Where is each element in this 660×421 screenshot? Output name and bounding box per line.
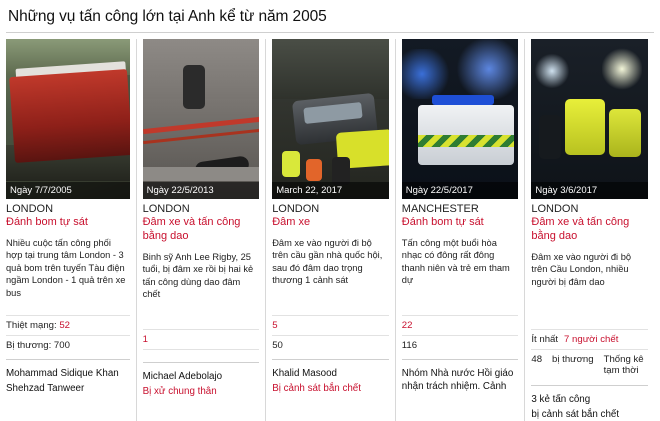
deaths-stat — [531, 329, 648, 345]
perpetrator-note: Bị xử chung thân — [142, 385, 217, 397]
attack-description: Tấn công một buổi hòa nhạc có đông rất đông thanh niên và trẻ em tham dự — [401, 237, 510, 286]
photo-westminster-2017 — [272, 39, 389, 199]
provisional-note — [604, 354, 644, 377]
deaths-value: 22 — [401, 319, 413, 331]
injured-value: 116 — [401, 339, 418, 351]
light-glow-shape — [602, 47, 642, 91]
photo-london-bridge-2017 — [531, 39, 648, 199]
bridge-shape — [272, 39, 389, 99]
perpetrator-block — [6, 359, 130, 395]
perpetrator-note: Shehzad Tanweer — [6, 382, 85, 394]
page-title: Những vụ tấn công lớn tại Anh kể từ năm 2005 — [8, 8, 327, 25]
attack-column-3 — [265, 39, 395, 421]
attack-description: Nhiều cuộc tấn công phối hợp tại trung tâm London - 3 quả bom trên tuyến Tàu điện ngầm London - 1 quả trên xe bus — [6, 237, 126, 298]
city-label: MANCHESTER — [401, 203, 479, 215]
deaths-value: 1 — [142, 333, 148, 345]
deaths-stat — [402, 315, 519, 331]
photo-date-caption: March 22, 2017 — [272, 182, 389, 199]
city-label: LONDON — [6, 203, 54, 215]
photo-date-caption: Ngày 22/5/2013 — [143, 182, 260, 199]
attack-description: Đâm xe vào người đi bộ trên Cầu London, nhiều người bị đâm dao — [531, 251, 632, 287]
attack-type-label: Đâm xe và tấn công bằng dao — [142, 216, 241, 242]
injured-stat — [143, 349, 260, 354]
photo-london-2013 — [143, 39, 260, 199]
perpetrator-block — [272, 359, 389, 395]
responder-hiviz-shape — [565, 99, 605, 155]
responder-hiviz-shape-2 — [306, 159, 322, 181]
city-label: LONDON — [272, 203, 320, 215]
city-label: LONDON — [142, 203, 190, 215]
photo-date-caption: Ngày 3/6/2017 — [531, 182, 648, 199]
deaths-value: 52 — [59, 319, 71, 331]
responder-hiviz-shape — [282, 151, 300, 177]
light-glow-shape — [402, 49, 452, 99]
injured-label: bị thương — [552, 353, 594, 365]
injured-value: 700 — [53, 339, 70, 351]
perpetrator-note — [402, 393, 519, 395]
deaths-value: 7 người chết — [564, 333, 619, 345]
attack-column-5 — [524, 39, 654, 421]
injured-label: Bị thương: — [6, 339, 52, 351]
attack-type-label: Đánh bom tự sát — [6, 216, 88, 228]
perpetrator-name: Mohammad Sidique Khan — [6, 367, 119, 379]
attack-description: Đâm xe vào người đi bộ trên cầu gần nhà quốc hội, sau đó đâm dao trọng thương 1 cảnh sát — [272, 237, 383, 286]
perpetrator-name: Khalid Masood — [272, 367, 337, 379]
photo-manchester-2017 — [402, 39, 519, 199]
perpetrator-name: Michael Adebolajo — [142, 370, 223, 382]
perpetrator-note: Bị cảnh sát bắn chết — [272, 382, 361, 394]
attack-type-label: Đánh bom tự sát — [401, 216, 484, 228]
provisional-note-line2: tạm thời — [603, 365, 639, 376]
injured-stat — [272, 335, 389, 351]
ambulance-stripe-shape — [418, 135, 514, 147]
attack-type-label: Đâm xe và tấn công bằng dao — [531, 216, 630, 242]
figure-shape — [332, 157, 350, 185]
injured-stat — [531, 349, 648, 377]
bus-body-shape — [9, 69, 129, 163]
attack-type-label: Đâm xe — [272, 216, 311, 228]
perpetrator-note: bị cảnh sát bắn chết — [531, 408, 620, 420]
deaths-stat — [272, 315, 389, 331]
attack-column-4 — [395, 39, 525, 421]
light-glow-shape-2 — [535, 53, 569, 89]
perpetrator-block — [531, 385, 648, 421]
responder-hiviz-shape-2 — [609, 109, 641, 157]
perpetrator-block — [402, 359, 519, 395]
kerb-shape — [143, 167, 260, 181]
attack-column-2 — [136, 39, 266, 421]
perpetrator-name: Nhóm Nhà nước Hồi giáo nhận trách nhiệm. Cảnh — [401, 367, 514, 392]
attack-columns — [6, 39, 654, 421]
title-divider — [6, 32, 654, 33]
injured-value: 48 — [531, 353, 543, 365]
photo-london-2005 — [6, 39, 130, 199]
injured-value: 50 — [272, 339, 283, 351]
photo-date-caption: Ngày 22/5/2017 — [402, 182, 519, 199]
figure-shape — [539, 115, 561, 159]
photo-date-caption: Ngày 7/7/2005 — [6, 182, 130, 199]
city-label: LONDON — [531, 203, 579, 215]
provisional-note-line1: Thống kê — [603, 353, 644, 365]
deaths-label: Thiệt mạng: — [6, 319, 57, 331]
injured-stat — [402, 335, 519, 351]
figure-shape — [183, 65, 205, 109]
attack-column-1 — [6, 39, 136, 421]
ambulance-lightbar-shape — [432, 95, 494, 105]
injured-stat — [6, 335, 130, 351]
deaths-label: Ít nhất — [531, 333, 559, 345]
attack-description: Binh sỹ Anh Lee Rigby, 25 tuổi, bị đâm xe rồi bị hai kẻ tấn công dùng dao đâm chết — [142, 251, 254, 300]
deaths-stat — [6, 315, 130, 331]
perpetrator-name: 3 kẻ tấn công — [531, 393, 591, 405]
light-glow-shape-2 — [454, 39, 518, 99]
perpetrator-block — [143, 362, 260, 398]
deaths-value: 5 — [272, 319, 278, 331]
deaths-stat — [143, 329, 260, 345]
